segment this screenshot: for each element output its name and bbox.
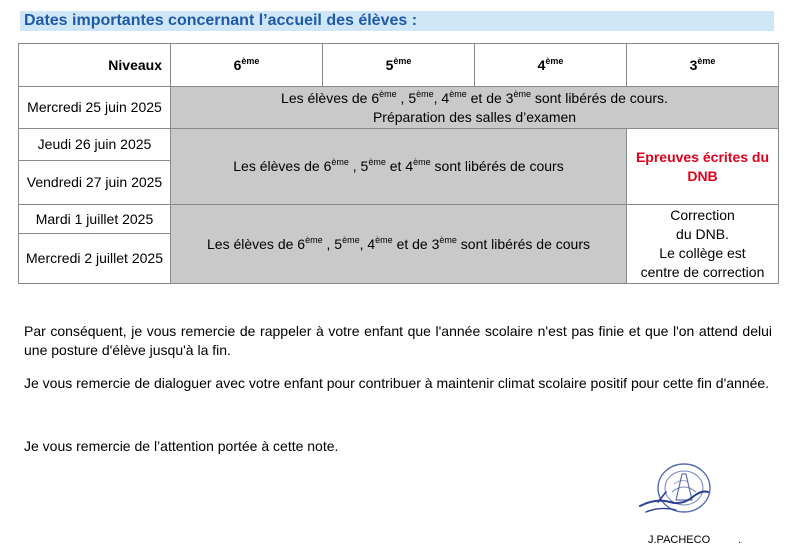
signature-dot: . <box>738 534 742 546</box>
page-title: Dates importantes concernant l’accueil des élèves : <box>24 12 418 29</box>
date-cell: Mercredi 2 juillet 2025 <box>19 234 171 284</box>
signature <box>648 534 741 546</box>
table-row <box>19 87 779 129</box>
paragraph-reminder: Par conséquent, je vous remercie de rappeler à votre enfant que l'année scolaire n'est pas finie et que l'on attend delui une posture d'élève jusqu'à la fin. <box>24 323 772 358</box>
header-level-6: 6ème <box>171 44 323 87</box>
dnb-exams-cell: Epreuves écrites du DNB <box>627 129 779 205</box>
table-row <box>19 205 779 234</box>
date-cell: Mercredi 25 juin 2025 <box>19 87 171 129</box>
header-level-5: 5ème <box>323 44 475 87</box>
info-cell-26-27-juin: Les élèves de 6ème , 5ème et 4ème sont libérés de cours <box>171 129 627 205</box>
date-cell: Mardi 1 juillet 2025 <box>19 205 171 234</box>
paragraph-thanks: Je vous remercie de l’attention portée à cette note. <box>24 438 339 454</box>
signature-name: J.PACHECO <box>648 534 711 546</box>
info-cell-juillet: Les élèves de 6ème , 5ème, 4ème et de 3ème sont libérés de cours <box>171 205 627 284</box>
table-row <box>19 129 779 161</box>
info-cell-25-juin: Les élèves de 6ème , 5ème, 4ème et de 3ème sont libérés de cours. Préparation des salles d’examen <box>171 87 779 129</box>
date-cell: Jeudi 26 juin 2025 <box>19 129 171 161</box>
header-level-4: 4ème <box>475 44 627 87</box>
header-level-3: 3ème <box>627 44 779 87</box>
date-cell: Vendredi 27 juin 2025 <box>19 161 171 205</box>
schedule-table <box>18 43 779 284</box>
correction-cell: Correction du DNB. Le collège est centre de correction <box>627 205 779 284</box>
school-stamp <box>636 462 718 524</box>
table-header-row <box>19 44 779 87</box>
header-niveaux: Niveaux <box>19 44 171 87</box>
paragraph-dialogue: Je vous remercie de dialoguer avec votre enfant pour contribuer à maintenir climat scolaire positif pour cette fin d'année. <box>24 375 770 391</box>
